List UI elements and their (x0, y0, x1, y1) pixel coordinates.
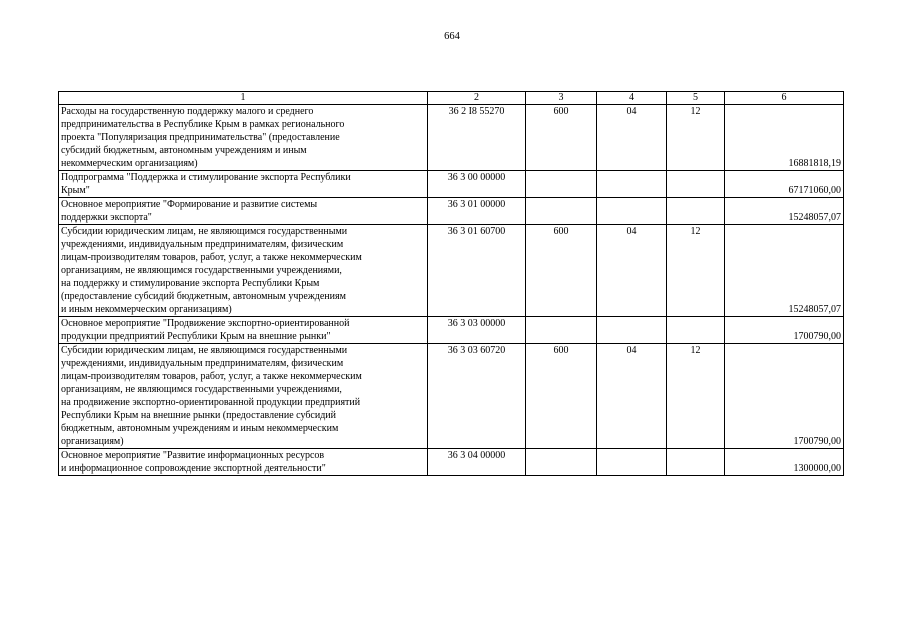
row-code-cell: 36 3 04 00000 (428, 449, 526, 476)
row-name-line: Подпрограмма "Поддержка и стимулирование экспорта Республики (61, 172, 351, 183)
row-name-line: организациям) (61, 436, 124, 447)
row-name-line: бюджетным, автономным учреждениям и иным некоммерческим (61, 423, 339, 434)
row-amount-cell: 67171060,00 (725, 171, 844, 198)
row-col4-cell: 04 (597, 225, 667, 317)
row-amount-cell: 1300000,00 (725, 449, 844, 476)
row-code-cell: 36 3 03 00000 (428, 317, 526, 344)
row-amount-cell: 15248057,07 (725, 198, 844, 225)
row-col5-cell: 12 (667, 105, 725, 171)
row-col4-cell (597, 198, 667, 225)
row-name-line: на продвижение экспортно-ориентированной продукции предприятий (61, 397, 361, 408)
row-col3-cell (526, 317, 597, 344)
row-col3-cell: 600 (526, 344, 597, 449)
table-row (59, 344, 844, 449)
table-row (59, 225, 844, 317)
column-header-2: 2 (428, 92, 526, 105)
row-name-line: учреждениями, индивидуальным предпринимателям, физическим (61, 239, 344, 250)
column-header-1: 1 (59, 92, 428, 105)
row-col4-cell (597, 449, 667, 476)
row-name-cell (59, 344, 428, 449)
row-name-line: проекта "Популяризация предпринимательства" (предоставление (61, 132, 340, 143)
row-name-line: некоммерческим организациям) (61, 158, 198, 169)
row-col5-cell (667, 198, 725, 225)
page-number: 664 (444, 31, 460, 42)
row-name-line: Основное мероприятие "Развитие информационных ресурсов (61, 450, 325, 461)
row-name-line: Крым" (61, 185, 90, 196)
row-name-line: и информационное сопровождение экспортной деятельности" (61, 463, 326, 474)
row-name-cell (59, 225, 428, 317)
column-header-3: 3 (526, 92, 597, 105)
table-row (59, 317, 844, 344)
row-col5-cell: 12 (667, 344, 725, 449)
row-code-cell: 36 3 03 60720 (428, 344, 526, 449)
row-name-line: Республики Крым на внешние рынки (предоставление субсидий (61, 410, 337, 421)
row-col5-cell (667, 317, 725, 344)
row-col3-cell: 600 (526, 105, 597, 171)
row-name-line: Расходы на государственную поддержку малого и среднего (61, 106, 314, 117)
row-name-cell (59, 449, 428, 476)
table-row (59, 449, 844, 476)
row-name-line: предпринимательства в Республике Крым в рамках регионального (61, 119, 345, 130)
table-row (59, 105, 844, 171)
row-name-line: Субсидии юридическим лицам, не являющимся государственными (61, 226, 348, 237)
budget-table (58, 91, 844, 476)
row-code-cell: 36 2 I8 55270 (428, 105, 526, 171)
row-col3-cell: 600 (526, 225, 597, 317)
row-amount-cell: 16881818,19 (725, 105, 844, 171)
row-name-line: Субсидии юридическим лицам, не являющимся государственными (61, 345, 348, 356)
row-code-cell: 36 3 01 60700 (428, 225, 526, 317)
row-amount-cell: 15248057,07 (725, 225, 844, 317)
row-col3-cell (526, 171, 597, 198)
row-amount-cell: 1700790,00 (725, 317, 844, 344)
row-name-line: на поддержку и стимулирование экспорта Республики Крым (61, 278, 320, 289)
column-header-4: 4 (597, 92, 667, 105)
row-name-line: организациям, не являющимся государственными учреждениями, (61, 384, 342, 395)
row-name-line: и иным некоммерческим организациям) (61, 304, 232, 315)
column-header-5: 5 (667, 92, 725, 105)
row-name-line: учреждениями, индивидуальным предпринимателям, физическим (61, 358, 344, 369)
row-name-line: Основное мероприятие "Продвижение экспортно-ориентированной (61, 318, 350, 329)
row-name-line: поддержки экспорта" (61, 212, 152, 223)
row-col4-cell (597, 317, 667, 344)
row-name-line: лицам-производителям товаров, работ, услуг, а также некоммерческим (61, 252, 362, 263)
table-row (59, 198, 844, 225)
table-header-row (59, 92, 844, 105)
row-col4-cell (597, 171, 667, 198)
row-name-cell (59, 171, 428, 198)
row-name-line: субсидий бюджетным, автономным учреждениям и иным (61, 145, 307, 156)
row-name-line: (предоставление субсидий бюджетным, автономным учреждениям (61, 291, 346, 302)
row-col5-cell (667, 171, 725, 198)
row-col3-cell (526, 449, 597, 476)
row-name-line: организациям, не являющимся государственными учреждениями, (61, 265, 342, 276)
row-col4-cell: 04 (597, 105, 667, 171)
row-name-line: продукции предприятий Республики Крым на внешние рынки" (61, 331, 331, 342)
row-name-line: лицам-производителям товаров, работ, услуг, а также некоммерческим (61, 371, 362, 382)
row-name-line: Основное мероприятие "Формирование и развитие системы (61, 199, 318, 210)
column-header-6: 6 (725, 92, 844, 105)
row-col5-cell (667, 449, 725, 476)
row-code-cell: 36 3 00 00000 (428, 171, 526, 198)
row-name-cell (59, 105, 428, 171)
table-row (59, 171, 844, 198)
row-name-cell (59, 317, 428, 344)
row-col5-cell: 12 (667, 225, 725, 317)
row-name-cell (59, 198, 428, 225)
row-amount-cell: 1700790,00 (725, 344, 844, 449)
row-col4-cell: 04 (597, 344, 667, 449)
row-col3-cell (526, 198, 597, 225)
row-code-cell: 36 3 01 00000 (428, 198, 526, 225)
